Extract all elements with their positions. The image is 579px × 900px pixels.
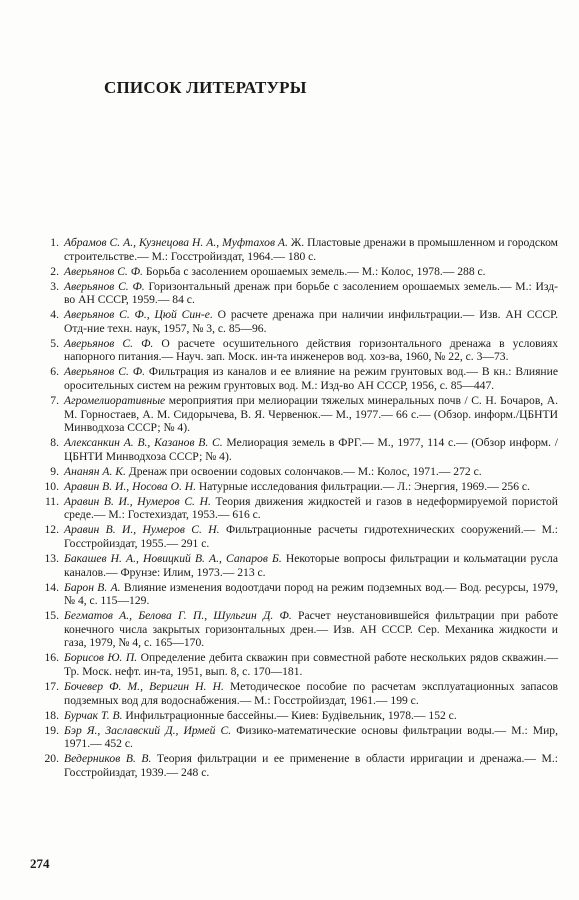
reference-item [28,280,558,307]
reference-item [28,265,558,279]
reference-item [28,709,558,723]
reference-number: 7. [50,394,59,408]
reference-text: Инфильтрационные бассейны.— Киев: Будівельник, 1978.— 152 с. [122,708,457,722]
reference-item [28,337,558,364]
reference-authors: Барон В. А. [64,580,121,594]
reference-text: Теория фильтрации и ее применение в области ирригации и дренажа.— М.: Госстройиздат, 1939.— 248 с. [64,752,558,779]
reference-item [28,552,558,579]
reference-number: 16. [44,651,59,665]
reference-authors: Аверьянов С. Ф. [64,264,143,278]
reference-authors: Ананян А. К. [64,464,126,478]
reference-item [28,724,558,751]
reference-item [28,308,558,335]
reference-number: 12. [44,523,59,537]
reference-number: 15. [44,609,59,623]
reference-item [28,236,558,263]
reference-number: 8. [50,436,59,450]
reference-item [28,680,558,707]
reference-item [28,465,558,479]
reference-number: 17. [44,679,59,693]
reference-text: Натурные исследования фильтрации.— Л.: Энергия, 1969.— 256 с. [196,479,530,493]
reference-authors: Аравин В. И., Нумеров С. Н. [64,523,220,537]
reference-number: 5. [50,336,59,350]
reference-authors: Бакашев Н. А., Новицкий В. А., Сапаров Б. [64,552,282,566]
reference-item [28,495,558,522]
reference-item [28,365,558,392]
reference-text: Фильтрация из каналов и ее влияние на режим грунтовых вод.— В кн.: Влияние оросительных систем на режим грунтовых вод. М.: Изд-во АН СССР, 1956, с. 85—447. [64,365,558,392]
reference-text: Фильтрационные расчеты гидротехнических сооружений.— М.: Госстройиздат, 1955.— 291 с. [64,523,558,550]
reference-text: Влияние изменения водоотдачи пород на режим подземных вод.— Вод. ресурсы, 1979, № 4, с. 115—129. [64,580,558,608]
reference-number: 6. [50,365,59,379]
reference-item [28,581,558,608]
reference-item [28,394,558,435]
reference-text: Борьба с засолением орошаемых земель.— М.: Колос, 1978.— 288 с. [142,264,486,278]
reference-authors: Бурчак Т. В. [64,708,123,722]
reference-text: Ж. Пластовые дренажи в промышленном и городском строительстве.— М.: Госстройиздат, 1964.— 180 с. [64,236,559,263]
reference-text: Дренаж при освоении содовых солончаков.— М.: Колос, 1971.— 272 с. [125,464,482,478]
reference-text: О расчете дренажа при наличии инфильтрации.— Изв. АН СССР. Отд-ние техн. наук, 1957, № 3, с. 85—96. [64,308,558,335]
reference-number: 9. [50,464,59,478]
reference-number: 13. [44,552,59,566]
reference-text: Некоторые вопросы фильтрации и кольматации русла каналов.— Фрунзе: Илим, 1973.— 213 с. [64,552,558,579]
reference-list [28,236,558,781]
reference-text: Мелиорация земель в ФРГ.— М., 1977, 114 с.— (Обзор информ. / ЦБНТИ Минводхоза СССР; № 4). [64,436,558,463]
reference-number: 14. [44,580,59,594]
reference-number: 11. [44,494,59,508]
reference-authors: Бочевер Ф. М., Веригин Н. Н. [64,679,224,693]
reference-text: О расчете осушительного действия горизонтального дренажа в условиях напорного питания.— Науч. зап. Моск. ин-та инженеров вод. хоз-ва, 1960, № 22, с. 3—73. [64,336,558,364]
reference-authors: Аверьянов С. Ф. [64,279,145,293]
page-number: 274 [30,856,50,871]
reference-authors: Ведерников В. В. [64,752,152,766]
reference-authors: Борисов Ю. П. [64,651,138,665]
reference-authors: Аравин В. И., Нумеров С. Н. [64,494,211,508]
reference-authors: Аравин В. И., Носова О. Н. [64,479,197,493]
reference-authors: Бегматов А., Белова Г. П., Шульгин Д. Ф. [64,609,292,623]
reference-authors: Бэр Я., Заславский Д., Ирмей С. [64,723,232,737]
reference-number: 18. [44,708,59,722]
reference-number: 1. [50,236,59,249]
reference-authors: Аверьянов С. Ф. [64,336,154,350]
reference-number: 4. [50,308,59,322]
reference-number: 3. [50,279,59,293]
reference-authors: Аверьянов С. Ф. [64,365,145,379]
reference-item [28,523,558,550]
reference-authors: Агромелиоративные [64,394,166,408]
reference-text: Методическое пособие по расчетам эксплуатационных запасов подземных вод для водоснабжения.— М.: Госстройиздат, 1961.— 199 с. [64,679,559,707]
reference-item [28,436,558,463]
reference-text: мероприятия при мелиорации тяжелых минеральных почв / С. Н. Бочаров, А. М. Горностаев, А. М. Сидорычева, В. Я. Червенюк.— М., 1977.— 66 с.— (Обзор. информ./ЦБНТИ Минводхоза СССР; № 4). [64,394,558,435]
reference-text: Теория движения жидкостей и газов в недеформируемой пористой среде.— М.: Гостехиздат, 1953.— 616 с. [64,494,558,522]
reference-authors: Алексанкин А. В., Казанов В. С. [64,436,223,450]
reference-authors: Аверьянов С. Ф., Цюй Син-е. [64,308,213,322]
reference-text: Физико-математические основы фильтрации воды.— М.: Мир, 1971.— 452 с. [64,723,558,751]
reference-item [28,752,558,779]
reference-item [28,609,558,650]
reference-number: 10. [44,479,59,493]
reference-number: 2. [50,264,59,278]
reference-text: Определение дебита скважин при совместной работе нескольких рядов скважин.— Тр. Моск. нефт. ин-та, 1951, вып. 8, с. 170—181. [64,651,558,678]
reference-item [28,651,558,678]
reference-text: Горизонтальный дренаж при борьбе с засолением орошаемых земель.— М.: Изд-во АН СССР, 1959.— 84 с. [64,279,558,307]
reference-authors: Абрамов С. А., Кузнецова Н. А., Муфтахов А. [64,236,288,249]
page-title: СПИСОК ЛИТЕРАТУРЫ [104,78,307,97]
reference-item [28,480,558,494]
reference-text: Расчет неустановившейся фильтрации при работе конечного числа закрытых горизонтальных дрен.— Изв. АН СССР. Сер. Механика жидкости и газа, 1979, № 4, с. 165—170. [64,609,558,650]
reference-number: 20. [44,752,59,766]
reference-number: 19. [44,723,59,737]
